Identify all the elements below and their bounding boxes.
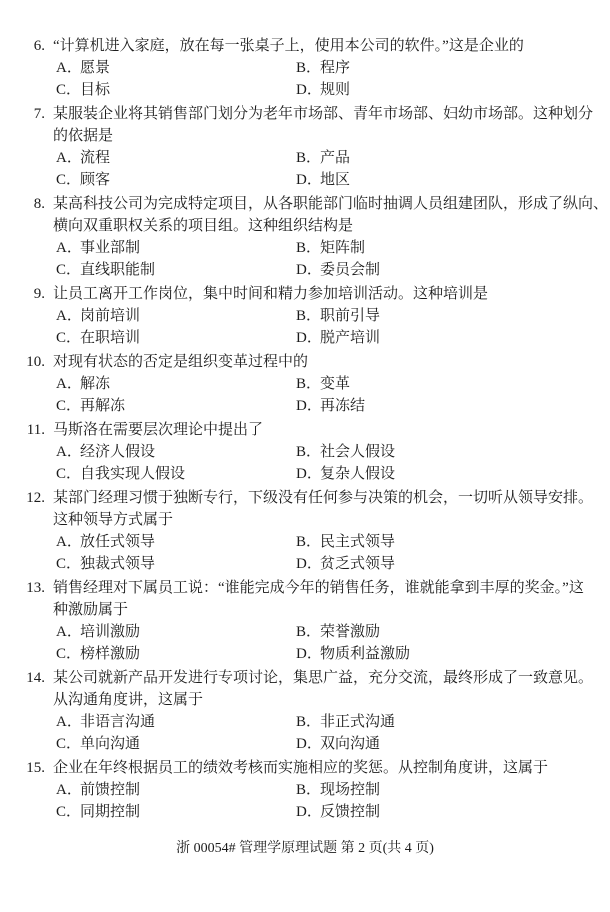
question-number: 14. xyxy=(26,670,45,686)
option-letter: A． xyxy=(56,534,82,550)
question-item xyxy=(26,193,609,281)
option-text: 培训激励 xyxy=(80,624,141,640)
option-item xyxy=(56,395,296,417)
question-item xyxy=(26,757,592,823)
option-item xyxy=(296,801,592,823)
option-grid xyxy=(56,305,592,349)
question-text-line: 横向双重职权关系的项目组。这种组织结构是 xyxy=(53,218,354,234)
option-grid xyxy=(56,237,608,281)
option-letter: D． xyxy=(296,646,322,662)
option-item xyxy=(56,711,296,733)
option-text: 复杂人假设 xyxy=(320,466,396,482)
option-grid xyxy=(56,621,592,665)
question-item xyxy=(26,103,592,191)
option-text: 脱产培训 xyxy=(320,330,381,346)
option-item xyxy=(56,733,296,755)
option-letter: D． xyxy=(296,330,322,346)
option-letter: C． xyxy=(56,556,82,572)
option-letter: D． xyxy=(296,466,322,482)
option-letter: C． xyxy=(56,262,82,278)
option-item xyxy=(296,237,608,259)
question-text xyxy=(53,757,592,779)
option-letter: B． xyxy=(296,624,322,640)
option-letter: B． xyxy=(296,782,322,798)
option-grid xyxy=(56,441,592,485)
option-letter: D． xyxy=(296,804,322,820)
option-letter: C． xyxy=(56,172,82,188)
option-grid xyxy=(56,711,593,755)
question-body xyxy=(53,35,592,101)
option-text: 非正式沟通 xyxy=(320,714,396,730)
option-item xyxy=(56,621,296,643)
option-letter: A． xyxy=(56,714,82,730)
option-letter: A． xyxy=(56,444,82,460)
option-item xyxy=(56,327,296,349)
option-text: 再解冻 xyxy=(80,398,126,414)
option-item xyxy=(56,169,296,191)
option-letter: D． xyxy=(296,172,322,188)
question-text-line: “计算机进入家庭，放在每一张桌子上，使用本公司的软件。”这是企业的 xyxy=(53,38,524,54)
option-text: 流程 xyxy=(80,150,111,166)
option-text: 物质利益激励 xyxy=(320,646,411,662)
question-text-line: 让员工离开工作岗位，集中时间和精力参加培训活动。这种培训是 xyxy=(53,286,489,302)
question-item xyxy=(26,667,592,755)
option-letter: D． xyxy=(296,262,322,278)
question-item xyxy=(26,419,592,485)
option-text: 职前引导 xyxy=(320,308,381,324)
option-text: 经济人假设 xyxy=(80,444,156,460)
option-text: 事业部制 xyxy=(80,240,141,256)
option-letter: D． xyxy=(296,736,322,752)
question-number: 10. xyxy=(26,354,45,370)
question-body xyxy=(53,193,608,281)
option-item xyxy=(296,643,592,665)
question-number: 9. xyxy=(33,286,45,302)
option-text: 贫乏式领导 xyxy=(320,556,396,572)
option-text: 荣誉激励 xyxy=(320,624,381,640)
option-item xyxy=(296,169,593,191)
option-letter: C． xyxy=(56,82,82,98)
option-letter: A． xyxy=(56,308,82,324)
question-text-line: 马斯洛在需要层次理论中提出了 xyxy=(53,422,264,438)
option-grid xyxy=(56,373,592,417)
option-item xyxy=(296,463,592,485)
option-text: 反馈控制 xyxy=(320,804,381,820)
option-text: 规则 xyxy=(320,82,351,98)
question-number: 6. xyxy=(33,38,45,54)
option-text: 再冻结 xyxy=(320,398,366,414)
question-item xyxy=(26,487,592,575)
question-item xyxy=(26,283,592,349)
option-letter: A． xyxy=(56,624,82,640)
option-letter: D． xyxy=(296,556,322,572)
option-grid xyxy=(56,147,593,191)
option-text: 民主式领导 xyxy=(320,534,396,550)
question-item xyxy=(26,35,592,101)
question-body xyxy=(53,103,593,191)
question-text xyxy=(53,667,593,711)
question-text-line: 销售经理对下属员工说：“谁能完成今年的销售任务，谁就能拿到丰厚的奖金。”这 xyxy=(53,580,584,596)
question-number: 8. xyxy=(33,196,45,212)
question-item xyxy=(26,351,592,417)
option-item xyxy=(296,147,593,169)
option-text: 愿景 xyxy=(80,60,111,76)
option-text: 自我实现人假设 xyxy=(80,466,186,482)
question-text xyxy=(53,103,593,147)
option-item xyxy=(56,259,296,281)
question-body xyxy=(53,351,592,417)
option-letter: A． xyxy=(56,376,82,392)
option-item xyxy=(296,305,592,327)
option-item xyxy=(56,553,296,575)
option-item xyxy=(56,643,296,665)
option-text: 顾客 xyxy=(80,172,111,188)
option-text: 独裁式领导 xyxy=(80,556,156,572)
question-item xyxy=(26,577,592,665)
option-text: 直线职能制 xyxy=(80,262,156,278)
question-text xyxy=(53,577,592,621)
option-letter: C． xyxy=(56,646,82,662)
question-number: 12. xyxy=(26,490,45,506)
option-item xyxy=(296,373,592,395)
question-body xyxy=(53,667,593,755)
option-text: 现场控制 xyxy=(320,782,381,798)
option-text: 单向沟通 xyxy=(80,736,141,752)
option-letter: B． xyxy=(296,60,322,76)
option-text: 岗前培训 xyxy=(80,308,141,324)
option-item xyxy=(56,779,296,801)
question-text-line: 某服装企业将其销售部门划分为老年市场部、青年市场部、妇幼市场部。这种划分 xyxy=(53,106,594,122)
option-letter: D． xyxy=(296,398,322,414)
option-letter: C． xyxy=(56,736,82,752)
option-letter: B． xyxy=(296,376,322,392)
option-text: 产品 xyxy=(320,150,351,166)
option-item xyxy=(296,553,593,575)
question-text xyxy=(53,35,592,57)
option-grid xyxy=(56,531,593,575)
option-letter: B． xyxy=(296,240,322,256)
option-text: 目标 xyxy=(80,82,111,98)
question-text xyxy=(53,193,608,237)
option-item xyxy=(56,801,296,823)
option-text: 同期控制 xyxy=(80,804,141,820)
option-letter: C． xyxy=(56,804,82,820)
question-number: 13. xyxy=(26,580,45,596)
question-body xyxy=(53,419,592,485)
option-item xyxy=(296,327,592,349)
option-item xyxy=(296,779,592,801)
option-text: 前馈控制 xyxy=(80,782,141,798)
option-item xyxy=(296,531,593,553)
option-letter: B． xyxy=(296,150,322,166)
question-text-line: 对现有状态的否定是组织变革过程中的 xyxy=(53,354,309,370)
option-text: 社会人假设 xyxy=(320,444,396,460)
option-text: 解冻 xyxy=(80,376,111,392)
option-letter: B． xyxy=(296,444,322,460)
option-letter: B． xyxy=(296,534,322,550)
option-item xyxy=(56,441,296,463)
question-number: 7. xyxy=(33,106,45,122)
question-text-line: 的依据是 xyxy=(53,128,114,144)
option-item xyxy=(56,373,296,395)
question-number: 11. xyxy=(26,422,45,438)
question-text-line: 某部门经理习惯于独断专行，下级没有任何参与决策的机会，一切听从领导安排。 xyxy=(53,490,594,506)
option-text: 放任式领导 xyxy=(80,534,156,550)
option-text: 双向沟通 xyxy=(320,736,381,752)
question-text-line: 某高科技公司为完成特定项目，从各职能部门临时抽调人员组建团队，形成了纵向、 xyxy=(53,196,609,212)
option-letter: D． xyxy=(296,82,322,98)
question-text xyxy=(53,419,592,441)
question-body xyxy=(53,757,592,823)
question-text-line: 企业在年终根据员工的绩效考核而实施相应的奖惩。从控制角度讲，这属于 xyxy=(53,760,549,776)
page-footer: 浙 00054# 管理学原理试题 第 2 页(共 4 页) xyxy=(176,841,434,856)
question-text-line: 从沟通角度讲，这属于 xyxy=(53,692,204,708)
option-item xyxy=(296,79,592,101)
option-item xyxy=(56,463,296,485)
option-item xyxy=(56,531,296,553)
option-letter: A． xyxy=(56,150,82,166)
option-letter: B． xyxy=(296,308,322,324)
option-item xyxy=(296,395,592,417)
option-item xyxy=(296,259,608,281)
option-grid xyxy=(56,779,592,823)
option-letter: C． xyxy=(56,330,82,346)
option-letter: A． xyxy=(56,60,82,76)
option-text: 在职培训 xyxy=(80,330,141,346)
option-text: 矩阵制 xyxy=(320,240,366,256)
option-letter: C． xyxy=(56,466,82,482)
question-text-line: 某公司就新产品开发进行专项讨论，集思广益，充分交流，最终形成了一致意见。 xyxy=(53,670,594,686)
question-text xyxy=(53,487,593,531)
option-grid xyxy=(56,57,592,101)
question-text xyxy=(53,283,592,305)
option-item xyxy=(296,57,592,79)
question-body xyxy=(53,577,592,665)
option-item xyxy=(296,733,593,755)
option-item xyxy=(56,147,296,169)
option-item xyxy=(296,441,592,463)
option-item xyxy=(296,711,593,733)
option-text: 委员会制 xyxy=(320,262,381,278)
question-text-line: 这种领导方式属于 xyxy=(53,512,174,528)
option-text: 地区 xyxy=(320,172,351,188)
question-text-line: 种激励属于 xyxy=(53,602,129,618)
option-item xyxy=(56,57,296,79)
option-item xyxy=(296,621,592,643)
option-item xyxy=(56,237,296,259)
option-item xyxy=(56,79,296,101)
option-text: 非语言沟通 xyxy=(80,714,156,730)
option-letter: A． xyxy=(56,240,82,256)
option-text: 变革 xyxy=(320,376,351,392)
question-body xyxy=(53,487,593,575)
option-text: 榜样激励 xyxy=(80,646,141,662)
option-letter: C． xyxy=(56,398,82,414)
option-item xyxy=(56,305,296,327)
option-letter: A． xyxy=(56,782,82,798)
question-body xyxy=(53,283,592,349)
question-text xyxy=(53,351,592,373)
question-number: 15. xyxy=(26,760,45,776)
option-text: 程序 xyxy=(320,60,351,76)
option-letter: B． xyxy=(296,714,322,730)
